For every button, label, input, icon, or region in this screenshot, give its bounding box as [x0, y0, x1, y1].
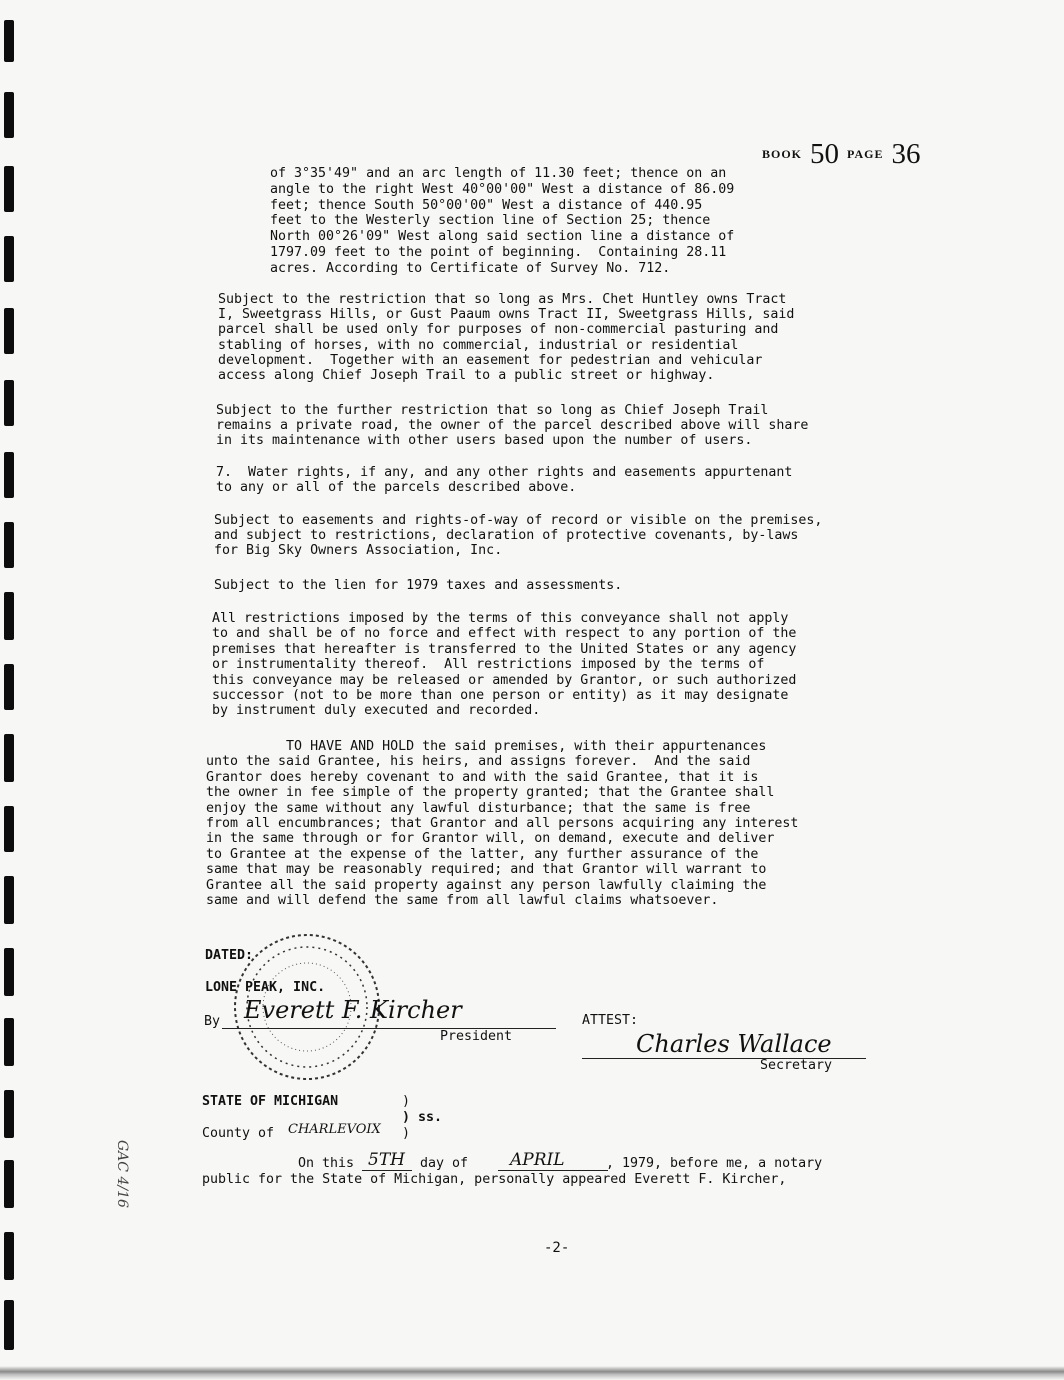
binder-holes: [0, 0, 20, 1380]
by-label: By: [204, 1014, 221, 1029]
text-line: for Big Sky Owners Association, Inc.: [214, 543, 503, 559]
text-line: Subject to easements and rights-of-way of record or visible on the premises,: [214, 513, 823, 528]
book-page-reference: [762, 138, 924, 171]
water-rights-paragraph: [216, 465, 792, 495]
text-line: feet; thence South 50°00'00" West a distance of 440.95: [270, 197, 703, 213]
text-line: to Grantee at the expense of the latter, any further assurance of the: [206, 846, 759, 862]
text-line: Grantee all the said property against any person lawfully claiming the: [206, 877, 767, 893]
text-line: feet to the Westerly section line of Section 25; thence: [270, 213, 711, 229]
text-line: 1797.09 feet to the point of beginning. Containing 28.11: [270, 244, 727, 260]
road-restriction-paragraph: [216, 403, 808, 449]
text-line: access along Chief Joseph Trail to a public street or highway.: [218, 368, 715, 384]
president-label: President: [440, 1029, 513, 1044]
ss-label: ) ss.: [402, 1110, 443, 1125]
text-line: to and shall be of no force and effect with respect to any portion of the: [212, 626, 797, 642]
president-signature: Everett F. Kircher: [244, 996, 462, 1024]
text-line: same and will defend the same from all lawful claims whatsoever.: [206, 893, 719, 909]
dated-label: DATED:: [205, 948, 254, 963]
text-line: 7. Water rights, if any, and any other rights and easements appurtenant: [216, 465, 793, 480]
notary-line-1-start: On this: [298, 1156, 355, 1171]
tax-lien-paragraph: [214, 578, 622, 593]
county-label: County of: [202, 1126, 275, 1141]
notary-day: 5TH: [368, 1150, 405, 1170]
page-footer-number: -2-: [544, 1240, 570, 1256]
text-line: Subject to the further restriction that so long as Chief Joseph Trail: [216, 403, 769, 418]
habendum-paragraph: [206, 739, 798, 908]
company-name: LONE PEAK, INC.: [205, 980, 326, 995]
text-line: TO HAVE AND HOLD the said premises, with their appurtenances: [206, 739, 767, 754]
secretary-signature: Charles Wallace: [636, 1030, 832, 1058]
text-line: in the same through or for Grantor will, on demand, execute and deliver: [206, 831, 775, 847]
text-line: successor (not to be more than one person or entity) as it may designate: [212, 688, 789, 704]
book-number: 50: [810, 138, 840, 170]
text-line: this conveyance may be released or amended by Grantor, or such authorized: [212, 672, 797, 688]
legal-description-paragraph: [270, 166, 734, 277]
attest-label: ATTEST:: [582, 1013, 639, 1028]
text-line: parcel shall be used only for purposes of non-commercial pasturing and: [218, 322, 779, 338]
restrictions-release-paragraph: [212, 611, 796, 719]
text-line: Subject to the restriction that so long as Mrs. Chet Huntley owns Tract: [218, 292, 787, 307]
notary-line-2: public for the State of Michigan, personally appeared Everett F. Kircher,: [202, 1172, 787, 1187]
text-line: development. Together with an easement for pedestrian and vehicular: [218, 352, 763, 368]
text-line: stabling of horses, with no commercial, industrial or residential: [218, 337, 739, 353]
notary-line-1-middle: day of: [420, 1156, 469, 1171]
text-line: from all encumbrances; that Grantor and all persons acquiring any interest: [206, 816, 799, 832]
day-line: [362, 1170, 412, 1171]
text-line: Subject to the lien for 1979 taxes and assessments.: [214, 578, 623, 593]
text-line: North 00°26'09" West along said section line a distance of: [270, 229, 735, 245]
text-line: premises that hereafter is transferred to the United States or any agency: [212, 641, 797, 657]
text-line: remains a private road, the owner of the parcel described above will share: [216, 418, 809, 434]
text-line: of 3°35'49" and an arc length of 11.30 feet; thence on an: [270, 166, 727, 181]
text-line: same that may be reasonably required; and that Grantor will warrant to: [206, 862, 767, 878]
state-paren: ): [402, 1094, 411, 1109]
text-line: or instrumentality thereof. All restrictions imposed by the terms of: [212, 657, 765, 673]
text-line: to any or all of the parcels described above.: [216, 480, 577, 496]
text-line: I, Sweetgrass Hills, or Gust Paaum owns Tract II, Sweetgrass Hills, said: [218, 307, 795, 323]
text-line: and subject to restrictions, declaration of protective covenants, by-laws: [214, 528, 799, 544]
text-line: angle to the right West 40°00'00" West a distance of 86.09: [270, 181, 735, 197]
margin-handwritten-note: GAC 4/16: [114, 1140, 130, 1208]
page-label: PAGE: [847, 147, 884, 161]
text-line: by instrument duly executed and recorded.: [212, 703, 541, 719]
notary-line-1-end: , 1979, before me, a notary: [606, 1156, 823, 1171]
county-paren: ): [402, 1126, 411, 1141]
text-line: unto the said Grantee, his heirs, and assigns forever. And the said: [206, 754, 751, 770]
text-line: acres. According to Certificate of Survey No. 712.: [270, 260, 671, 276]
month-line: [498, 1170, 608, 1171]
page-bottom-edge: [0, 1366, 1064, 1380]
page-number-ref: 36: [891, 138, 921, 170]
county-value: CHARLEVOIX: [288, 1122, 381, 1137]
text-line: enjoy the same without any lawful disturbance; that the same is free: [206, 800, 751, 816]
text-line: Grantor does hereby covenant to and with the said Grantee, that it is: [206, 769, 759, 785]
text-line: the owner in fee simple of the property granted; that the Grantee shall: [206, 785, 775, 801]
book-label: BOOK: [762, 147, 803, 161]
notary-month: APRIL: [510, 1150, 565, 1170]
pasture-restriction-paragraph: [218, 292, 794, 383]
text-line: in its maintenance with other users based upon the number of users.: [216, 433, 753, 449]
text-line: All restrictions imposed by the terms of this conveyance shall not apply: [212, 611, 789, 626]
state-label: STATE OF MICHIGAN: [202, 1094, 339, 1109]
secretary-label: Secretary: [760, 1058, 833, 1073]
easements-paragraph: [214, 513, 822, 559]
